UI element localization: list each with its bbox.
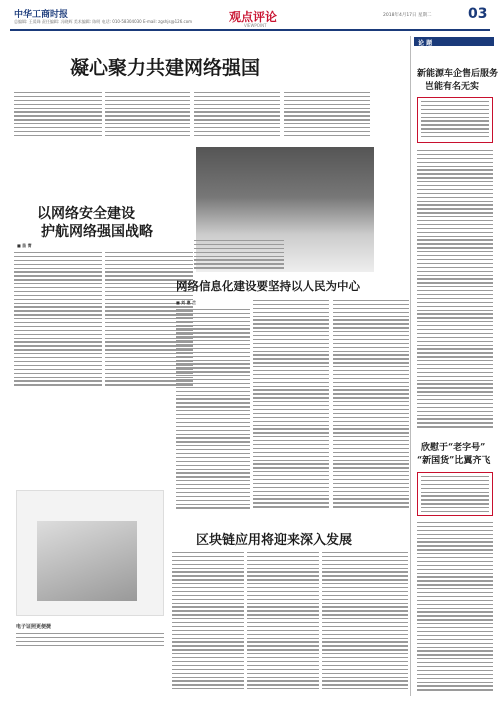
center-article-col3 [333,300,409,510]
intro-text-col3 [194,92,280,139]
byline-left: ■ 苗 青 [17,243,32,248]
bottom-article-col2 [247,552,319,692]
section-subtitle: VIEWPOINT [244,23,267,28]
bottom-article-col3 [322,552,408,692]
column-divider [410,36,411,696]
center-article-col2 [253,300,329,510]
cartoon-caption-text [16,633,164,649]
section-title: 观点评论 [229,10,278,24]
subheadline-line2: 护航网络强国战略 [41,224,153,240]
right-column-label: 论 题 [418,40,433,47]
right-quote-box-2 [417,472,493,516]
right-headline-3: 欣慰于“老字号” [421,443,486,453]
intro-text-col2 [105,92,190,139]
right-article-1-body [417,150,493,430]
main-headline: 凝心聚力共建网络强国 [70,57,261,79]
left-article-col3 [194,240,284,271]
masthead-brand: 中华工商时报 [14,10,69,20]
intro-text-left [14,92,102,139]
right-headline-2: 岂能有名无实 [425,82,480,92]
cartoon-caption: 电子证照更便捷 [16,624,52,630]
right-article-2-body [417,522,493,693]
page-number: 03 [468,6,488,22]
bottom-headline: 区块链应用将迎来深入发展 [196,533,353,548]
cartoon-illustration [16,490,164,616]
center-headline: 网络信息化建设要坚持以人民为中心 [176,279,360,293]
intro-text-col4 [284,92,370,139]
issue-date: 2018年4月17日 星期二 [383,13,432,18]
masthead-meta: 总编辑: 王爱珠 责任编辑: 冯晓辉 美术编辑: 陈明 电话: 010-58304030 E-mail: zgshjs@126.com [14,19,193,24]
byline-center: ■ 刘 惠 兰 [176,300,196,305]
header-rule [10,29,490,31]
right-quote-box [417,97,493,143]
center-article-col1 [176,309,250,511]
right-headline-4: “新国货”比翼齐飞 [417,456,491,466]
bottom-article-col1 [172,552,244,692]
left-article-col1 [14,252,102,388]
right-headline-1: 新能源车企售后服务 [417,69,499,79]
subheadline-line1: 以网络安全建设 [37,206,135,222]
